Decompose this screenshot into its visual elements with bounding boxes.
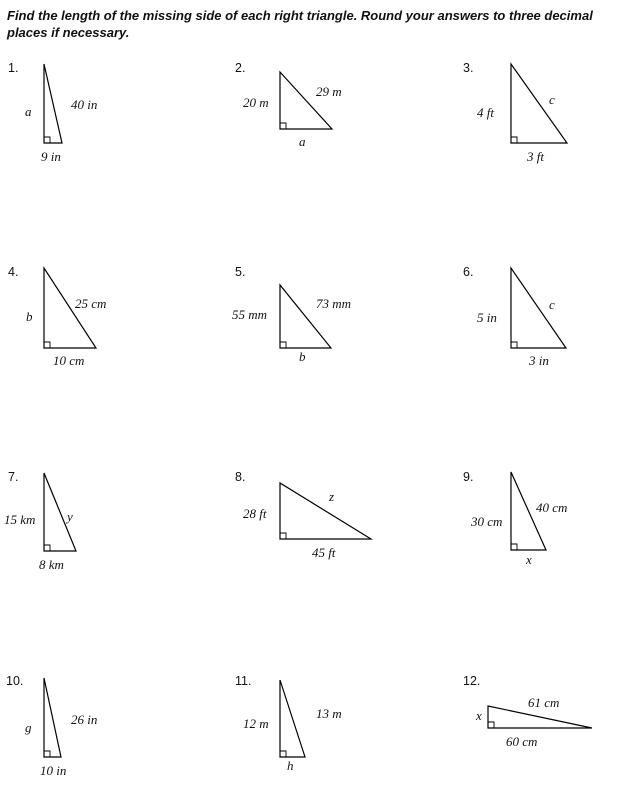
side-label-left: 5 in (477, 310, 497, 325)
side-label-left: 55 mm (232, 307, 268, 322)
right-angle-mark-9 (511, 544, 517, 550)
problem-number: 3. (463, 61, 474, 75)
side-label-bottom: 10 cm (53, 353, 85, 368)
problem-number: 9. (463, 470, 474, 484)
side-label-left: 30 cm (471, 514, 503, 529)
side-label-bottom: h (287, 758, 294, 773)
side-label-bottom: 45 ft (312, 545, 336, 560)
side-label-hypotenuse: 25 cm (75, 296, 107, 311)
side-label-hypotenuse: 73 mm (316, 296, 352, 311)
problem-number: 6. (463, 265, 474, 279)
right-angle-mark-7 (44, 545, 50, 551)
side-label-bottom: a (299, 134, 306, 149)
side-label-bottom: b (299, 349, 306, 364)
problem-number: 10. (6, 674, 24, 688)
side-label-bottom: x (526, 552, 532, 567)
triangle-5 (280, 285, 331, 348)
problem-number: 12. (463, 674, 481, 688)
side-label-hypotenuse: 40 cm (536, 500, 568, 515)
side-label-hypotenuse: 40 in (71, 97, 98, 112)
problem-number: 11. (235, 674, 252, 688)
side-label-bottom: 8 km (39, 557, 64, 572)
side-label-left: 20 m (243, 95, 269, 110)
side-label-bottom: 60 cm (506, 734, 538, 749)
problem-number: 8. (235, 470, 246, 484)
right-angle-mark-10 (44, 751, 50, 757)
right-angle-mark-3 (511, 137, 517, 143)
side-label-left: 28 ft (243, 506, 267, 521)
side-label-left: 12 m (243, 716, 269, 731)
side-label-hypotenuse: z (329, 489, 335, 504)
side-label-bottom: 3 ft (527, 149, 544, 164)
problem-number: 7. (8, 470, 19, 484)
side-label-hypotenuse: 26 in (71, 712, 98, 727)
triangle-10 (44, 678, 61, 757)
side-label-left: g (25, 720, 32, 735)
right-angle-mark-2 (280, 123, 286, 129)
side-label-left: a (25, 104, 32, 119)
side-label-bottom: 10 in (40, 763, 67, 778)
triangle-1 (44, 64, 62, 143)
problem-number: 4. (8, 265, 19, 279)
instructions: Find the length of the missing side of each right triangle. Round your answers to three decimal places if necessary. (7, 8, 593, 40)
problem-number: 2. (235, 61, 246, 75)
triangle-2 (280, 72, 332, 129)
side-label-hypotenuse: 13 m (316, 706, 342, 721)
side-label-bottom: 3 in (529, 353, 549, 368)
right-angle-mark-11 (280, 751, 286, 757)
side-label-left: x (476, 708, 482, 723)
side-label-hypotenuse: y (67, 509, 73, 524)
side-label-left: b (26, 309, 33, 324)
side-label-left: 15 km (4, 512, 36, 527)
side-label-hypotenuse: 29 m (316, 84, 342, 99)
right-angle-mark-1 (44, 137, 50, 143)
triangle-6 (511, 268, 566, 348)
problem-number: 5. (235, 265, 246, 279)
side-label-hypotenuse: 61 cm (528, 695, 560, 710)
triangle-3 (511, 64, 567, 143)
triangle-8 (280, 483, 371, 539)
right-angle-mark-4 (44, 342, 50, 348)
right-angle-mark-6 (511, 342, 517, 348)
side-label-bottom: 9 in (41, 149, 61, 164)
side-label-hypotenuse: c (549, 92, 555, 107)
right-angle-mark-12 (488, 722, 494, 728)
right-angle-mark-5 (280, 342, 286, 348)
side-label-hypotenuse: c (549, 297, 555, 312)
right-angle-mark-8 (280, 533, 286, 539)
triangle-11 (280, 680, 305, 757)
side-label-left: 4 ft (477, 105, 494, 120)
problem-number: 1. (8, 61, 19, 75)
